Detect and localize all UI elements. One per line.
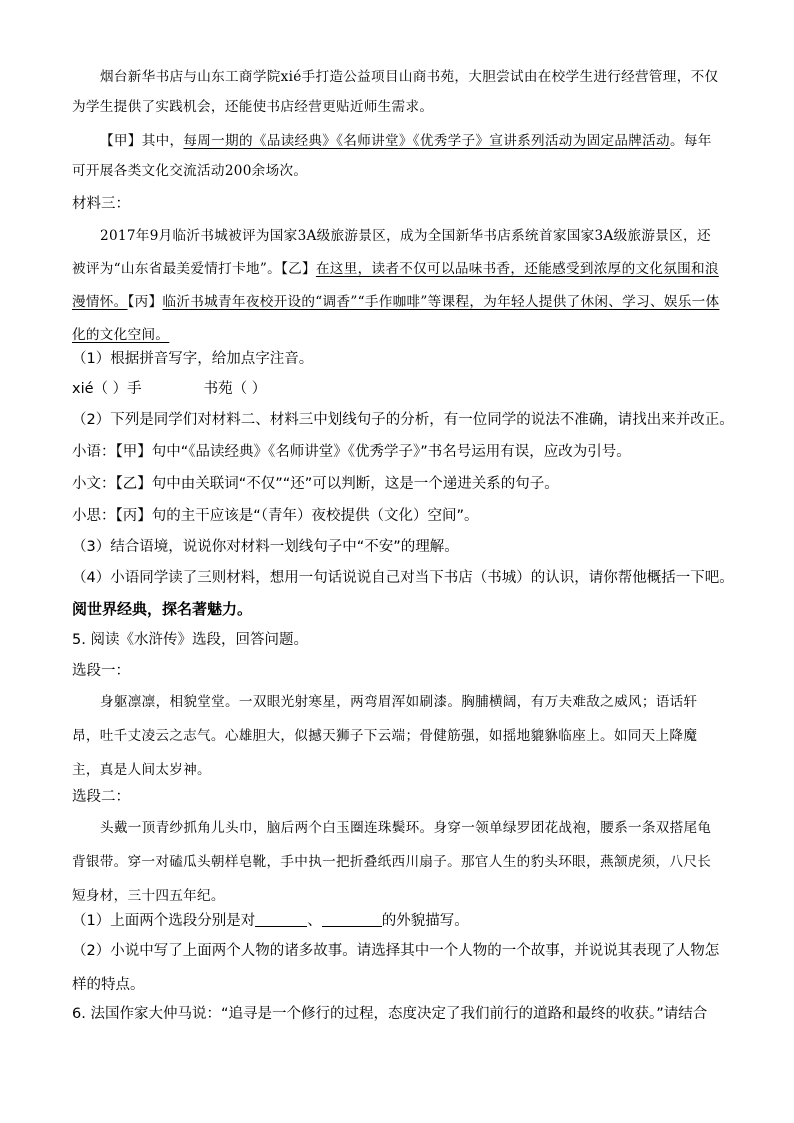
- material-three-intro: 2017年9月临沂书城被评为国家3A级旅游景区，成为全国新华书店系统首家国家3A级旅游景区，还被评为“山东省最美爱情打卡地”。: [72, 228, 711, 277]
- mark-jia: 【甲】: [100, 133, 142, 149]
- mark-bing: 【丙】: [127, 294, 163, 310]
- answer-blank-1: [255, 912, 307, 928]
- q5-1-text-b: 的外貌描写。: [381, 913, 469, 929]
- excerpt-2-label: 选段二：: [72, 789, 130, 805]
- section-heading: 阅世界经典，探名著魅力。: [72, 600, 253, 618]
- question-2: （2）下列是同学们对材料二、材料三中划线句子的分析，有一位同学的说法不准确，请找出来并改正。: [72, 412, 734, 428]
- question-1: （1）根据拼音写字，给加点字注音。: [72, 351, 314, 367]
- question-6: 6. 法国作家大仲马说：“追寻是一个修行的过程，态度决定了我们前行的道路和最终的收获。”请结合: [72, 1006, 708, 1022]
- q5-1-separator: 、: [307, 913, 322, 929]
- underlined-sentence-jia: 每周一期的《品读经典》《名师讲堂》《优秀学子》宣讲系列活动为固定品牌活动: [183, 133, 670, 149]
- blank-xie: xié（ ）手: [72, 381, 142, 397]
- question-1-blanks: [72, 374, 724, 404]
- mark-yi: 【乙】: [281, 261, 316, 277]
- q5-1-text-a: （1）上面两个选段分别是对: [72, 913, 256, 929]
- answer-blank-2: [322, 912, 382, 928]
- option-xiaosi: 小思：【丙】句的主干应该是“（青年）夜校提供（文化）空间”。: [72, 508, 479, 524]
- excerpt-1-label: 选段一：: [72, 663, 130, 679]
- material-three-label: 材料三：: [72, 196, 130, 212]
- material-two-paragraph-1: 烟台新华书店与山东工商学院xié手打造公益项目山商书苑，大胆尝试由在校学生进行经营管理，不仅为学生提供了实践机会，还能使书店经营更贴近师生需求。: [72, 69, 719, 115]
- excerpt-1-text: 身躯凛凛，相貌堂堂。一双眼光射寒星，两弯眉浑如刷漆。胸脯横阔，有万夫难敌之威风；语话轩昂，吐千丈凌云之志气。心雄胆大，似撼天狮子下云端；骨健筋强，如摇地貔貅临座上。如同天上降魔主，真是人间太岁神。: [72, 694, 698, 778]
- question-5-1: [72, 906, 724, 936]
- question-4: （4）小语同学读了三则材料，想用一句话说说自己对当下书店（书城）的认识，请你帮他概括一下吧。: [72, 570, 734, 586]
- blank-shuyuan: 书苑（ ）: [203, 381, 267, 397]
- option-xiaowen: 小文：【乙】句中由关联词“不仅”“还”可以判断，这是一个递进关系的句子。: [72, 476, 559, 492]
- text-tail: 。每年可开展各类文化交流活动200余场次。: [72, 133, 712, 179]
- question-5-title: 5. 阅读《水浒传》选段，回答问题。: [72, 632, 308, 648]
- underlined-sentence-bing: 临沂书城青年夜校开设的“调香”“手作咖啡”等课程，为年轻人提供了休闲、学习、娱乐一体化的文化空间。: [72, 294, 720, 343]
- option-xiaoyu: 小语：【甲】句中“《品读经典》《名师讲堂》《优秀学子》”书名号运用有误，应改为引号。: [72, 444, 631, 460]
- text-plain: 其中，: [141, 133, 184, 149]
- material-three-paragraph: [72, 220, 724, 352]
- underlined-sentence-yi: 在这里，读者不仅可以品味书香，还能感受到浓厚的文化氛围和浪漫情怀。: [72, 261, 719, 310]
- material-two-paragraph-2: [72, 126, 724, 186]
- question-3: （3）结合语境，说说你对材料一划线句子中“不安”的理解。: [72, 539, 459, 555]
- question-5-2: （2）小说中写了上面两个人物的诸多故事。请选择其中一个人物的一个故事，并说说其表现了人物怎样的特点。: [72, 943, 720, 993]
- excerpt-2-text: 头戴一顶青纱抓角儿头巾，脑后两个白玉圈连珠鬓环。身穿一领单绿罗团花战袍，腰系一条双搭尾龟背银带。穿一对磕瓜头朝样皂靴，手中执一把折叠纸西川扇子。那官人生的豹头环眼，燕颔虎须，八尺长短身材，三十四五年纪。: [72, 820, 712, 904]
